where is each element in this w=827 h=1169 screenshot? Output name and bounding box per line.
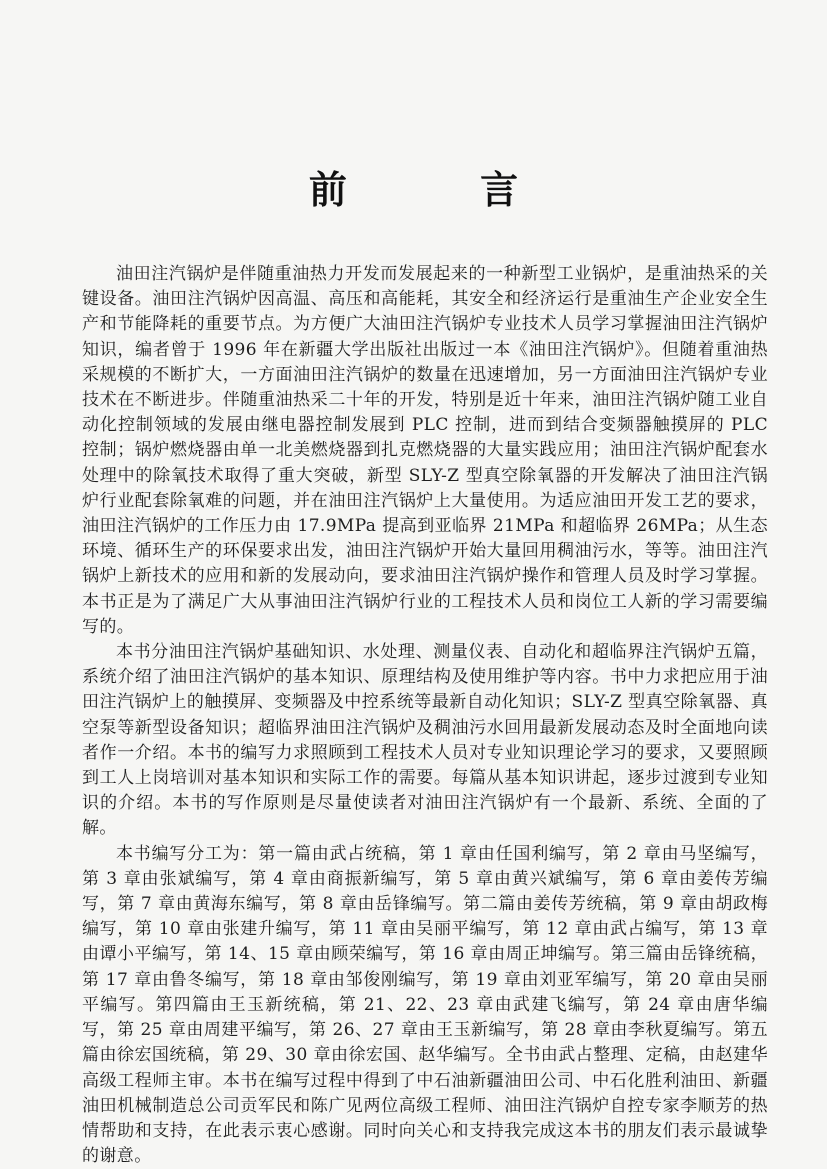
preface-body xyxy=(82,262,768,1169)
preface-title: 前 言 xyxy=(308,168,579,212)
preface-paragraph-1: 油田注汽锅炉是伴随重油热力开发而发展起来的一种新型工业锅炉，是重油热采的关键设备。油田注汽锅炉因高温、高压和高能耗，其安全和经济运行是重油生产企业安全生产和节能降耗的重要节点。为方便广大油田注汽锅炉专业技术人员学习掌握油田注汽锅炉知识，编者曾于 1996 年在新疆大学出版社出版过一本《油田注汽锅炉》。但随着重油热采规模的不断扩大，一方面油田注汽锅炉的数量在迅速增加，另一方面油田注汽锅炉专业技术在不断进步。伴随重油热采二十年的开发，特别是近十年来，油田注汽锅炉随工业自动化控制领域的发展由继电器控制发展到 PLC 控制，进而到结合变频器触摸屏的 PLC 控制；锅炉燃烧器由单一北美燃烧器到扎克燃烧器的大量实践应用；油田注汽锅炉配套水处理中的除氧技术取得了重大突破，新型 SLY-Z 型真空除氧器的开发解决了油田注汽锅炉行业配套除氧难的问题，并在油田注汽锅炉上大量使用。为适应油田开发工艺的要求，油田注汽锅炉的工作压力由 17.9MPa 提高到亚临界 21MPa 和超临界 26MPa；从生态环境、循环生产的环保要求出发，油田注汽锅炉开始大量回用稠油污水，等等。油田注汽锅炉上新技术的应用和新的发展动向，要求油田注汽锅炉操作和管理人员及时学习掌握。本书正是为了满足广大从事油田注汽锅炉行业的工程技术人员和岗位工人新的学习需要编写的。 xyxy=(82,264,768,637)
preface-paragraph-2: 本书分油田注汽锅炉基础知识、水处理、测量仪表、自动化和超临界注汽锅炉五篇，系统介绍了油田注汽锅炉的基本知识、原理结构及使用维护等内容。书中力求把应用于油田注汽锅炉上的触摸屏、变频器及中控系统等最新自动化知识；SLY-Z 型真空除氧器、真空泵等新型设备知识；超临界油田注汽锅炉及稠油污水回用最新发展动态及时全面地向读者作一介绍。本书的编写力求照顾到工程技术人员对专业知识理论学习的要求，又要照顾到工人上岗培训对基本知识和实际工作的需要。每篇从基本知识讲起，逐步过渡到专业知识的介绍。本书的写作原则是尽量使读者对油田注汽锅炉有一个最新、系统、全面的了解。 xyxy=(82,642,768,839)
preface-paragraph-3: 本书编写分工为：第一篇由武占统稿，第 1 章由任国利编写，第 2 章由马坚编写，第 3 章由张斌编写，第 4 章由商振新编写，第 5 章由黄兴斌编写，第 6 章由姜传芳编写，第 7 章由黄海东编写，第 8 章由岳锋编写。第二篇由姜传芳统稿，第 9 章由胡政梅编写，第 10 章由张建升编写，第 11 章由吴丽平编写，第 12 章由武占编写，第 13 章由谭小平编写，第 14、15 章由顾荣编写，第 16 章由周正坤编写。第三篇由岳锋统稿，第 17 章由鲁冬编写，第 18 章由邹俊刚编写，第 19 章由刘亚军编写，第 20 章由吴丽平编写。第四篇由王玉新统稿，第 21、22、23 章由武建飞编写，第 24 章由唐华编写，第 25 章由周建平编写，第 26、27 章由王玉新编写，第 28 章由李秋夏编写。第五篇由徐宏国统稿，第 29、30 章由徐宏国、赵华编写。全书由武占整理、定稿，由赵建华高级工程师主审。本书在编写过程中得到了中石油新疆油田公司、中石化胜利油田、新疆油田机械制造总公司贡军民和陈广见两位高级工程师、油田注汽锅炉自控专家李顺芳的热情帮助和支持，在此表示衷心感谢。同时向关心和支持我完成这本书的朋友们表示最诚挚的谢意。 xyxy=(82,843,768,1167)
